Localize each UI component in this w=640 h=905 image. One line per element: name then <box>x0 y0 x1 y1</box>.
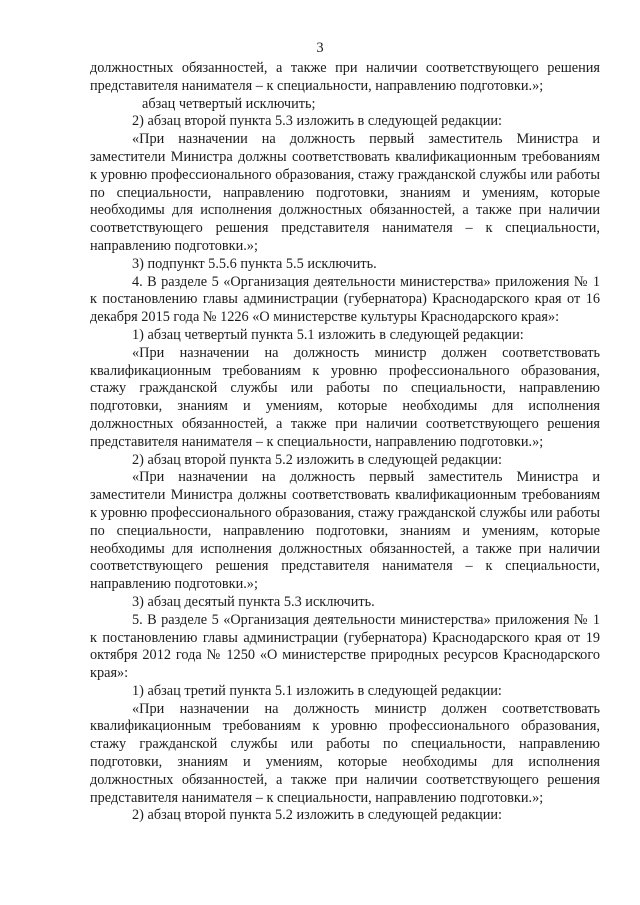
document-body <box>90 60 600 825</box>
paragraph: «При назначении на должность первый заместитель Министра и заместители Министра должны соответствовать квалификационным требованиям к уровню профессионального образования, стажу гражданской службы или работы по специальности, направлению подготовки, знаниям и умениям, которые необходимы для исполнения должностных обязанностей, а также при наличии соответствующего решения представителя нанимателя – к специальности, направлению подготовки.»; <box>90 469 600 593</box>
paragraph: «При назначении на должность первый заместитель Министра и заместители Министра должны соответствовать квалификационным требованиям к уровню профессионального образования, стажу гражданской службы или работы по специальности, направлению подготовки, знаниям и умениям, которые необходимы для исполнения должностных обязанностей, а также при наличии соответствующего решения представителя нанимателя – к специальности, направлению подготовки.»; <box>90 131 600 254</box>
paragraph: 3) подпункт 5.5.6 пункта 5.5 исключить. <box>132 255 377 272</box>
page-number: 3 <box>316 40 324 56</box>
paragraph: должностных обязанностей, а также при наличии соответствующего решения представителя нанимателя – к специальности, направлению подготовки.»; <box>90 60 600 94</box>
paragraph: 5. В разделе 5 «Организация деятельности министерства» приложения № 1 к постановлению главы администрации (губернатора) Краснодарского края от 19 октября 2012 года № 1250 «О министерстве природных ресурсов Краснодарского края»: <box>90 611 600 682</box>
paragraph: абзац четвертый исключить; <box>142 95 316 112</box>
paragraph: 2) абзац второй пункта 5.2 изложить в следующей редакции: <box>132 451 502 468</box>
paragraph: 3) абзац десятый пункта 5.3 исключить. <box>132 593 375 610</box>
paragraph: 1) абзац четвертый пункта 5.1 изложить в следующей редакции: <box>132 326 524 343</box>
paragraph: «При назначении на должность министр должен соответствовать квалификационным требованиям к уровню профессионального образования, стажу гражданской службы или работы по специальности, направлению подготовки, знаниям и умениям, которые необходимы для исполнения должностных обязанностей, а также при наличии соответствующего решения представителя нанимателя – к специальности, направлению подготовки.»; <box>90 344 600 450</box>
paragraph: 2) абзац второй пункта 5.3 изложить в следующей редакции: <box>132 113 502 130</box>
paragraph: «При назначении на должность министр должен соответствовать квалификационным требованиям к уровню профессионального образования, стажу гражданской службы или работы по специальности, направлению подготовки, знаниям и умениям, которые необходимы для исполнения должностных обязанностей, а также при наличии соответствующего решения представителя нанимателя – к специальности, направлению подготовки.»; <box>90 700 600 806</box>
paragraph: 1) абзац третий пункта 5.1 изложить в следующей редакции: <box>132 682 502 699</box>
paragraph: 4. В разделе 5 «Организация деятельности министерства» приложения № 1 к постановлению главы администрации (губернатора) Краснодарского края от 16 декабря 2015 года № 1226 «О министерстве культуры Краснодарского края»: <box>90 273 600 326</box>
paragraph: 2) абзац второй пункта 5.2 изложить в следующей редакции: <box>132 807 502 824</box>
